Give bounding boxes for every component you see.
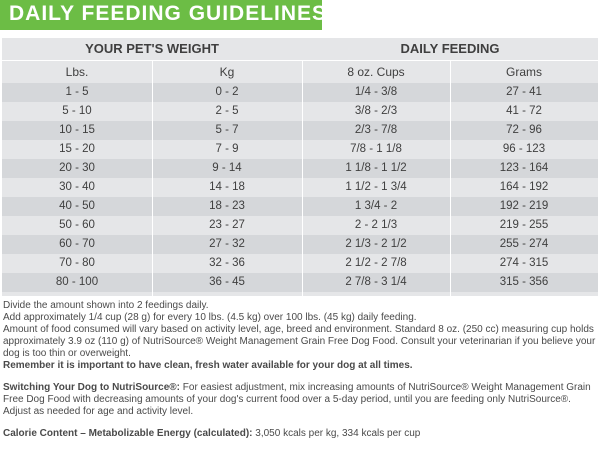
note-divide: Divide the amount shown into 2 feedings daily. xyxy=(3,300,209,311)
col-lbs: Lbs. xyxy=(65,65,89,79)
header-divider xyxy=(2,60,598,61)
cell-lbs: 1 - 5 xyxy=(65,86,89,98)
table-row xyxy=(2,254,598,273)
switching-label: Switching Your Dog to NutriSource®: xyxy=(3,382,180,393)
cell-kg: 32 - 36 xyxy=(209,257,245,269)
table-row xyxy=(2,216,598,235)
cell-cups: 1 1/2 - 1 3/4 xyxy=(345,181,407,193)
col-divider xyxy=(302,60,303,296)
col-cups: 8 oz. Cups xyxy=(347,65,405,79)
table-row xyxy=(2,273,598,292)
note-amount: Amount of food consumed will vary based on activity level, age, breed and environment. Standard 8 oz. (250 cc) measuring cup holds approximately 3.9 oz (110 g) of NutriSource® Weight Management Grain Free Dog Food. Consult your veterinarian if you believe your dog is too thin or overweight. xyxy=(3,324,596,359)
cell-cups: 7/8 - 1 1/8 xyxy=(350,143,402,155)
cell-kg: 5 - 7 xyxy=(215,124,239,136)
col-kg: Kg xyxy=(219,65,235,79)
cell-grams: 27 - 41 xyxy=(506,86,542,98)
feeding-table xyxy=(2,38,598,296)
cell-grams: 274 - 315 xyxy=(499,257,549,269)
cell-cups: 2 1/2 - 2 7/8 xyxy=(345,257,407,269)
note-calorie xyxy=(3,428,598,440)
cell-cups: 2 - 2 1/3 xyxy=(354,219,398,231)
cell-kg: 7 - 9 xyxy=(215,143,239,155)
note-add: Add approximately 1/4 cup (28 g) for every 10 lbs. (4.5 kg) over 100 lbs. (45 kg) daily feeding. xyxy=(3,312,417,323)
cell-kg: 9 - 14 xyxy=(212,162,242,174)
cell-grams: 164 - 192 xyxy=(499,181,549,193)
table-row xyxy=(2,121,598,140)
table-row xyxy=(2,159,598,178)
cell-grams: 123 - 164 xyxy=(499,162,549,174)
table-row xyxy=(2,83,598,102)
cell-lbs: 60 - 70 xyxy=(59,238,95,250)
cell-grams: 315 - 356 xyxy=(499,276,549,288)
cell-grams: 255 - 274 xyxy=(499,238,549,250)
cell-cups: 1 3/4 - 2 xyxy=(354,200,398,212)
table-row xyxy=(2,197,598,216)
table-row xyxy=(2,140,598,159)
cell-lbs: 15 - 20 xyxy=(59,143,95,155)
cell-kg: 27 - 32 xyxy=(209,238,245,250)
cell-cups: 2/3 - 7/8 xyxy=(354,124,398,136)
cell-lbs: 10 - 15 xyxy=(59,124,95,136)
table-row xyxy=(2,235,598,254)
col-divider xyxy=(152,60,153,296)
header-pet-weight: YOUR PET'S WEIGHT xyxy=(85,41,219,56)
cell-grams: 96 - 123 xyxy=(502,143,546,155)
cell-cups: 2 7/8 - 3 1/4 xyxy=(345,276,407,288)
cell-lbs: 20 - 30 xyxy=(59,162,95,174)
cell-kg: 23 - 27 xyxy=(209,219,245,231)
cell-lbs: 80 - 100 xyxy=(55,276,99,288)
table-row xyxy=(2,178,598,197)
cell-cups: 1 1/8 - 1 1/2 xyxy=(345,162,407,174)
calorie-label: Calorie Content – Metabolizable Energy (calculated): xyxy=(3,428,253,439)
cell-kg: 2 - 5 xyxy=(215,105,239,117)
cell-kg: 0 - 2 xyxy=(215,86,239,98)
cell-lbs: 30 - 40 xyxy=(59,181,95,193)
note-water: Remember it is important to have clean, fresh water available for your dog at all times. xyxy=(3,360,413,371)
header-daily-feeding: DAILY FEEDING xyxy=(400,41,500,56)
cell-grams: 41 - 72 xyxy=(506,105,542,117)
cell-kg: 18 - 23 xyxy=(209,200,245,212)
cell-lbs: 40 - 50 xyxy=(59,200,95,212)
calorie-text: 3,050 kcals per kg, 334 kcals per cup xyxy=(252,428,421,439)
cell-cups: 2 1/3 - 2 1/2 xyxy=(345,238,407,250)
page-title: DAILY FEEDING GUIDELINES xyxy=(9,2,328,25)
col-divider xyxy=(450,60,451,296)
cell-grams: 219 - 255 xyxy=(499,219,549,231)
cell-cups: 1/4 - 3/8 xyxy=(354,86,398,98)
table-row xyxy=(2,102,598,121)
cell-lbs: 50 - 60 xyxy=(59,219,95,231)
cell-cups: 3/8 - 2/3 xyxy=(354,105,398,117)
title-banner xyxy=(0,0,328,30)
cell-lbs: 70 - 80 xyxy=(59,257,95,269)
cell-kg: 14 - 18 xyxy=(209,181,245,193)
note-switching xyxy=(3,382,598,418)
cell-kg: 36 - 45 xyxy=(209,276,245,288)
cell-grams: 72 - 96 xyxy=(506,124,542,136)
cell-lbs: 5 - 10 xyxy=(62,105,92,117)
feeding-notes xyxy=(3,300,598,440)
col-grams: Grams xyxy=(506,65,542,79)
switching-text: For easiest adjustment, mix increasing amounts of NutriSource® Weight Management Grain Free Dog Food with decreasing amounts of your dog's current food over a 5-day period, until you are feeding only NutriSource®. Adjust as needed for age and activity level. xyxy=(3,382,591,417)
cell-grams: 192 - 219 xyxy=(499,200,549,212)
